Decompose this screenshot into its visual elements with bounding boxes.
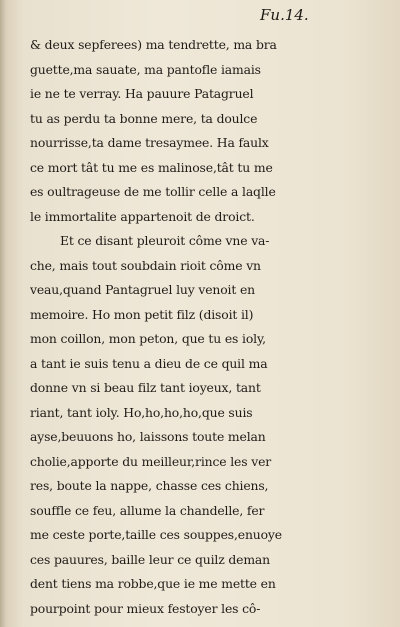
text-line: ayse,beuuons ho, laissons toute melan (30, 429, 266, 444)
text-line: ie ne te verray. Ha pauure Patagruel (30, 86, 254, 101)
text-line: che, mais tout soubdain rioit côme vn (30, 257, 261, 273)
text-line: memoire. Ho mon petit filz (disoit il) (30, 306, 254, 322)
text-line: ces pauures, baille leur ce quilz deman (30, 551, 271, 567)
page-gutter-shadow (0, 0, 6, 627)
body-text (30, 33, 362, 621)
text-line: guette,ma sauate, ma pantofle iamais (30, 61, 261, 77)
text-line: mon coillon, mon peton, que tu es ioly, (30, 331, 266, 346)
text-line: veau,quand Pantagruel luy venoit en (30, 282, 255, 297)
folio-signature: Fu.14. (260, 6, 309, 24)
text-line: nourrisse,ta dame tresaymee. Ha faulx (30, 135, 269, 150)
text-line: Et ce disant pleuroit côme vne va- (60, 233, 270, 248)
text-line: dent tiens ma robbe,que ie me mette en (30, 576, 276, 591)
text-line: cholie,apporte du meilleur,rince les ver (30, 453, 272, 469)
text-line: souffle ce feu, allume la chandelle, fer (30, 502, 265, 518)
text-line: pourpoint pour mieux festoyer les cô- (30, 600, 261, 616)
text-line: res, boute la nappe, chasse ces chiens, (30, 478, 269, 493)
text-line: le immortalite appartenoit de droict. (30, 208, 255, 224)
text-line: donne vn si beau filz tant ioyeux, tant (30, 380, 261, 395)
text-line: me ceste porte,taille ces souppes,enuoye (30, 527, 282, 542)
text-line: a tant ie suis tenu a dieu de ce quil ma (30, 355, 268, 371)
text-line: ce mort tât tu me es malinose,tât tu me (30, 159, 273, 175)
text-line: riant, tant ioly. Ho,ho,ho,ho,que suis (30, 404, 253, 420)
text-line: & deux sepferees) ma tendrette, ma bra (30, 37, 277, 52)
text-line: tu as perdu ta bonne mere, ta doulce (30, 110, 258, 126)
text-line: es oultrageuse de me tollir celle a laqlle (30, 184, 276, 199)
